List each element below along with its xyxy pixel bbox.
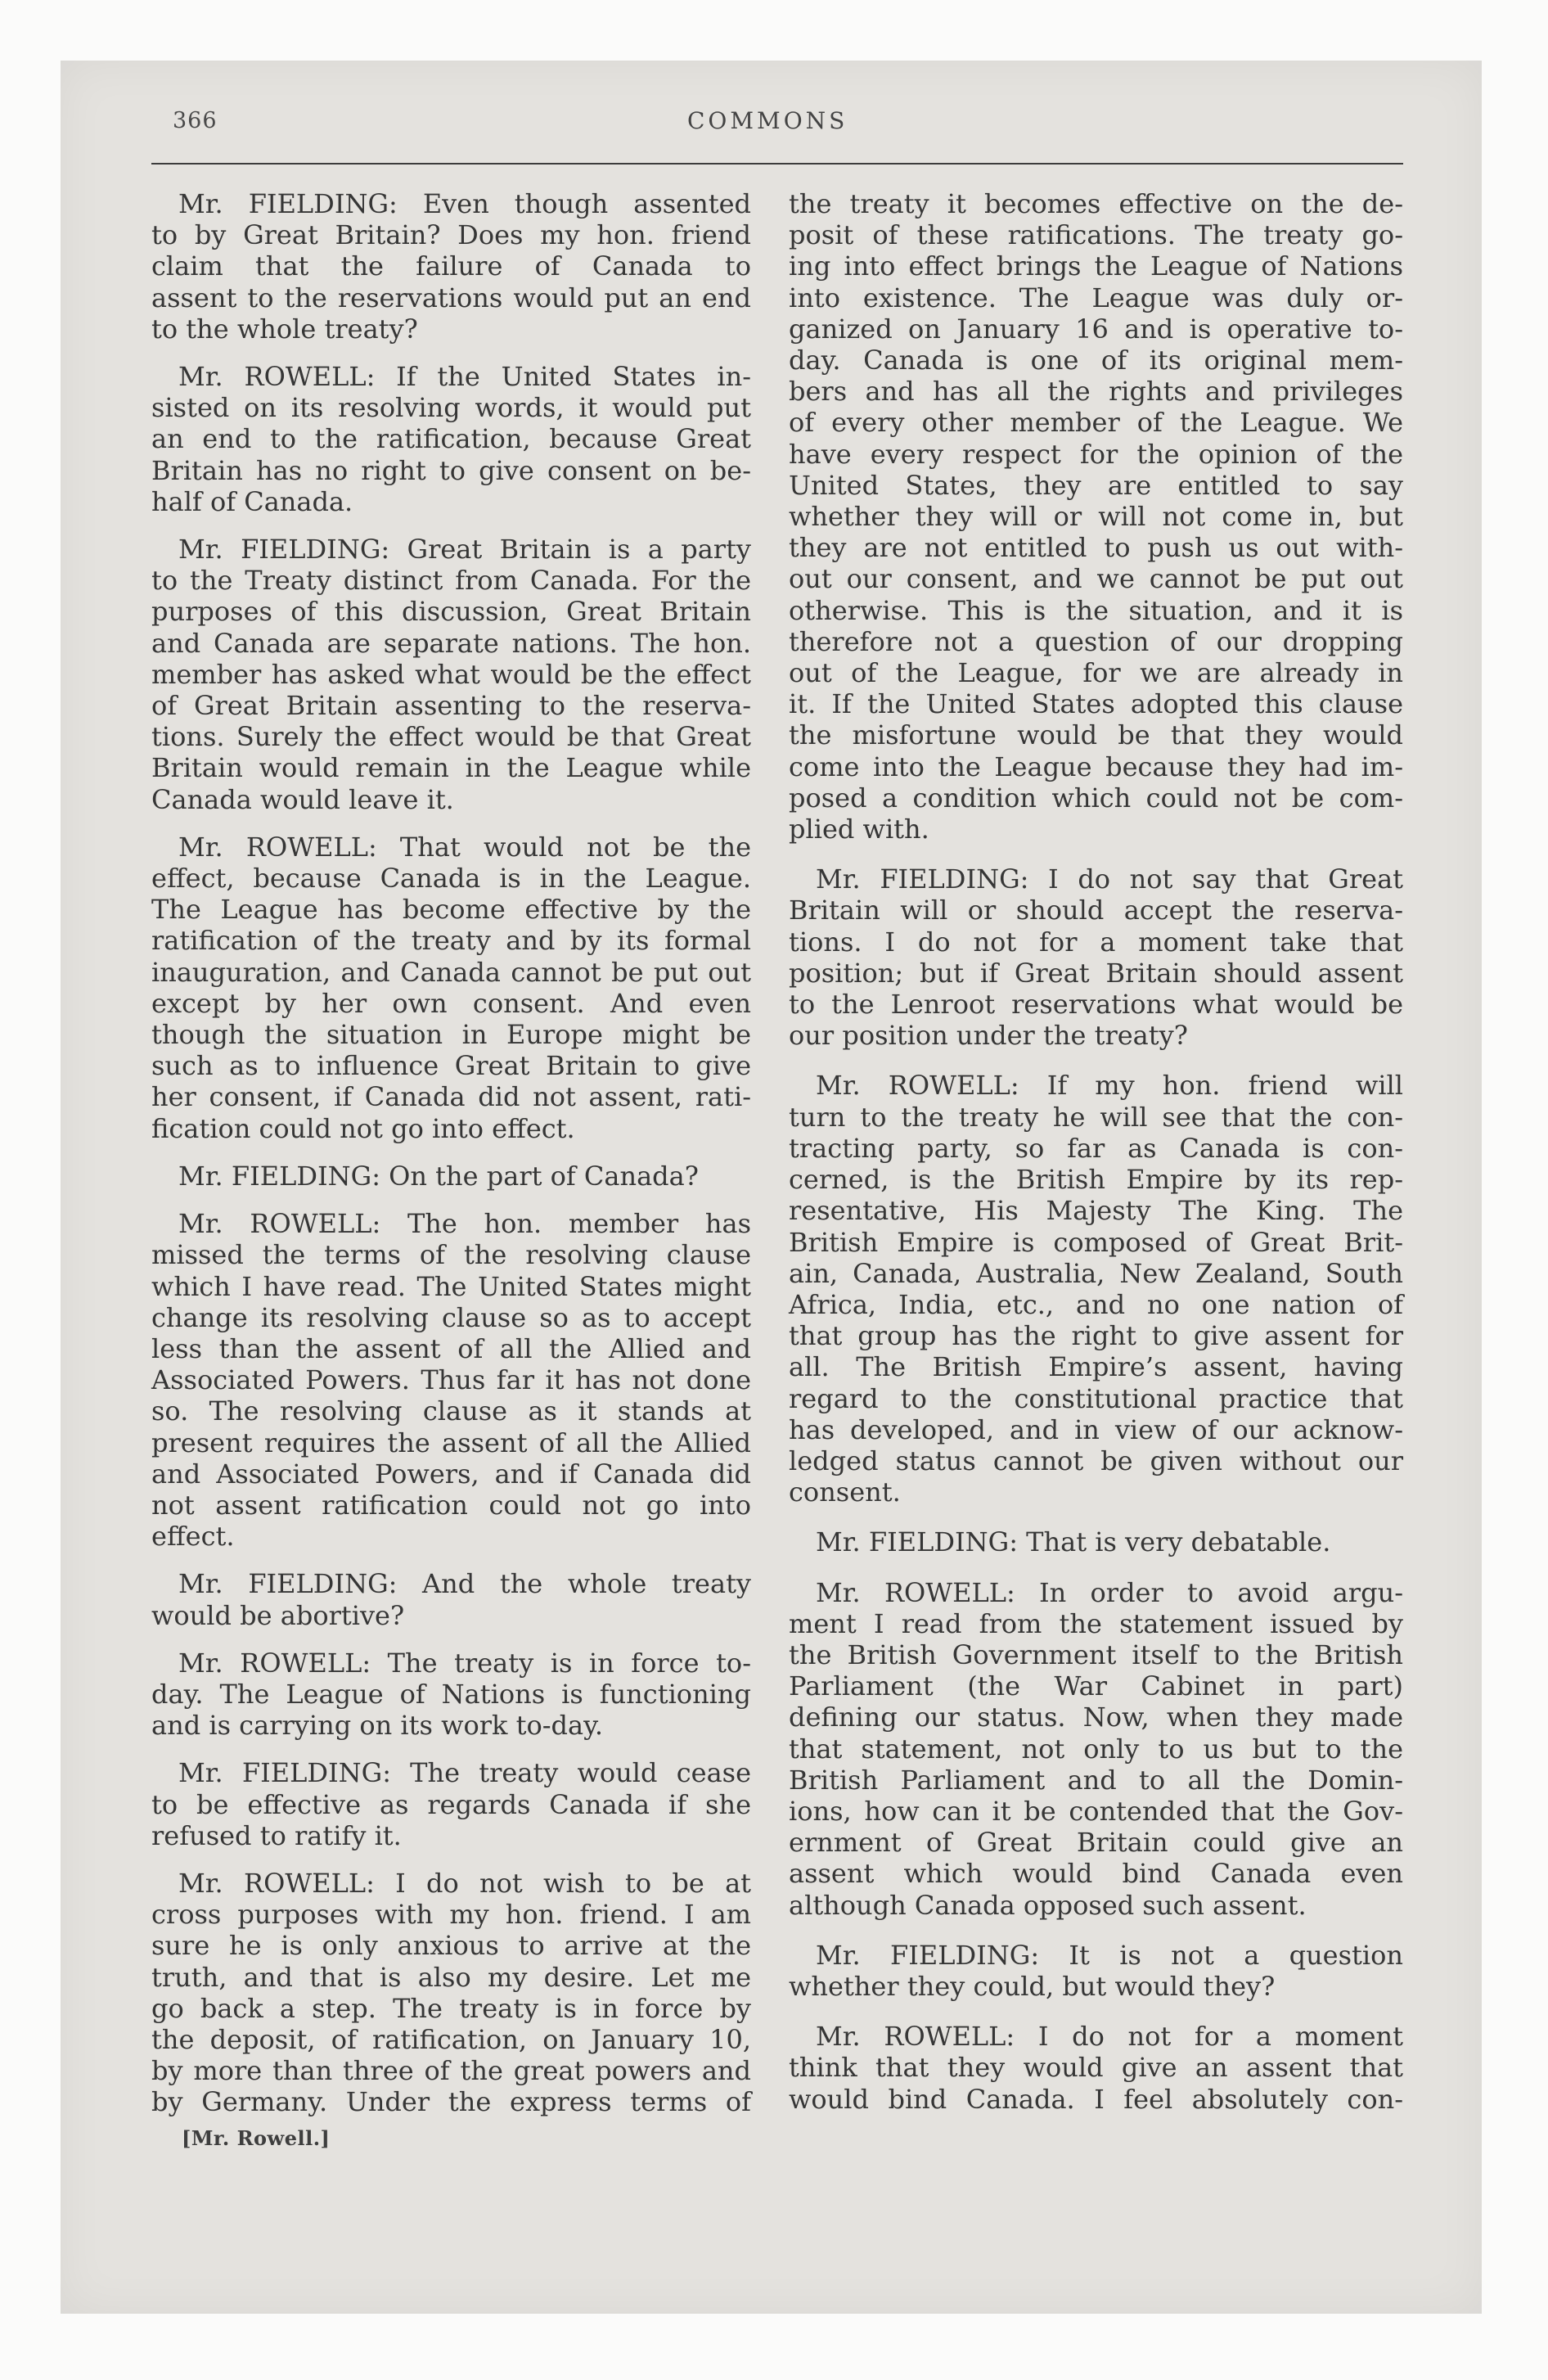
text-line: to by Great Britain? Does my hon. friend	[151, 219, 751, 251]
text-line: sisted on its resolving words, it would put	[151, 392, 751, 424]
text-line: Britain will or should accept the reserva-	[789, 895, 1403, 926]
text-line: Mr. ROWELL: I do not for a moment	[816, 2021, 1403, 2053]
text-line: and Canada are separate nations. The hon.	[151, 627, 751, 659]
text-line: Mr. ROWELL: That would not be the	[178, 831, 751, 863]
text-line: would bind Canada. I feel absolutely con-	[789, 2083, 1403, 2115]
text-line: United States, they are entitled to say	[789, 469, 1403, 501]
text-line: Mr. FIELDING: That is very debatable.	[816, 1526, 1331, 1558]
text-line: sure he is only anxious to arrive at the	[151, 1930, 751, 1962]
text-line: Mr. FIELDING: Even though assented	[178, 188, 751, 219]
paragraph	[151, 1161, 751, 1192]
text-line: it. If the United States adopted this clause	[789, 688, 1403, 720]
text-line: the treaty it becomes effective on the de-	[789, 188, 1403, 219]
text-line: member has asked what would be the effect	[151, 658, 751, 690]
text-line: out of the League, for we are already in	[789, 657, 1403, 689]
text-line: fication could not go into effect.	[151, 1112, 575, 1144]
text-line: effect, because Canada is in the League.	[151, 863, 751, 895]
text-line: to the Lenroot reservations what would be	[789, 989, 1403, 1021]
text-line: though the situation in Europe might be	[151, 1019, 751, 1051]
text-line: turn to the treaty he will see that the con-	[789, 1101, 1403, 1133]
text-line: posed a condition which could not be com-	[789, 782, 1403, 814]
text-line: Mr. ROWELL: The treaty is in force to-	[178, 1647, 751, 1679]
text-line: whether they will or will not come in, but	[789, 501, 1403, 533]
text-line: whether they could, but would they?	[789, 1970, 1276, 2002]
text-line: less than the assent of all the Allied and	[151, 1332, 751, 1364]
text-line: British Empire is composed of Great Brit-	[789, 1226, 1403, 1258]
text-line: the deposit, of ratification, on January 10,	[151, 2023, 751, 2055]
text-line: Parliament (the War Cabinet in part)	[789, 1670, 1403, 1702]
text-line: plied with.	[789, 814, 929, 845]
text-line: day. The League of Nations is functioning	[151, 1678, 751, 1710]
text-line: to the whole treaty?	[151, 313, 418, 345]
text-line: assent to the reservations would put an end	[151, 282, 751, 313]
text-line: The League has become effective by the	[151, 894, 751, 926]
text-line: Mr. FIELDING: I do not say that Great	[816, 863, 1403, 895]
text-line: Mr. FIELDING: The treaty would cease	[178, 1757, 751, 1789]
paragraph	[789, 1577, 1403, 1921]
text-line: defining our status. Now, when they made	[789, 1702, 1403, 1733]
text-line: purposes of this discussion, Great Britain	[151, 596, 751, 628]
text-line: claim that the failure of Canada to	[151, 250, 751, 282]
text-line: change its resolving clause so as to accept	[151, 1301, 751, 1333]
left-column	[151, 188, 751, 2118]
running-head-title: COMMONS	[687, 107, 848, 134]
text-line: to be effective as regards Canada if she	[151, 1788, 751, 1820]
text-line: Mr. ROWELL: If the United States in-	[178, 361, 751, 393]
text-line: so. The resolving clause as it stands at	[151, 1395, 751, 1427]
paragraph	[151, 1868, 751, 2118]
text-line: ions, how can it be contended that the Gov-	[789, 1795, 1403, 1827]
text-line: they are not entitled to push us out with-	[789, 532, 1403, 564]
text-line: would be abortive?	[151, 1599, 405, 1631]
text-line: resentative, His Majesty The King. The	[789, 1195, 1403, 1227]
text-line: British Parliament and to all the Domin-	[789, 1764, 1403, 1796]
text-line: ernment of Great Britain could give an	[789, 1827, 1403, 1859]
footer-note: [Mr. Rowell.]	[182, 2126, 331, 2150]
text-line: an end to the ratification, because Great	[151, 423, 751, 455]
text-line: Canada would leave it.	[151, 783, 454, 815]
text-line: out our consent, and we cannot be put out	[789, 563, 1403, 595]
text-line: although Canada opposed such assent.	[789, 1889, 1307, 1921]
paragraph	[151, 188, 751, 345]
text-line: which I have read. The United States might	[151, 1270, 751, 1302]
text-line: Mr. ROWELL: In order to avoid argu-	[816, 1576, 1403, 1608]
text-line: refused to ratify it.	[151, 1819, 402, 1851]
text-line: the British Government itself to the British	[789, 1639, 1403, 1670]
text-line: has developed, and in view of our acknow-	[789, 1413, 1403, 1445]
text-line: inauguration, and Canada cannot be put out	[151, 956, 751, 988]
text-line: Mr. FIELDING: On the part of Canada?	[178, 1160, 699, 1192]
text-line: regard to the constitutional practice that	[789, 1382, 1403, 1414]
header-rule	[151, 163, 1403, 165]
text-line: into existence. The League was duly or-	[789, 282, 1403, 313]
text-line: Mr. FIELDING: And the whole treaty	[178, 1568, 751, 1600]
text-line: truth, and that is also my desire. Let me	[151, 1961, 751, 1993]
text-line: by more than three of the great powers and	[151, 2055, 751, 2087]
paragraph	[789, 2021, 1403, 2115]
text-line: not assent ratification could not go into	[151, 1489, 751, 1521]
text-line: half of Canada.	[151, 485, 353, 517]
paragraph	[151, 1568, 751, 1630]
text-line: ledged status cannot be given without our	[789, 1445, 1403, 1476]
text-line: all. The British Empire’s assent, having	[789, 1351, 1403, 1383]
text-line: Mr. FIELDING: It is not a question	[816, 1939, 1403, 1971]
text-line: ain, Canada, Australia, New Zealand, South	[789, 1257, 1403, 1289]
text-line: have every respect for the opinion of the	[789, 438, 1403, 470]
text-line: Mr. ROWELL: If my hon. friend will	[816, 1070, 1403, 1102]
paragraph	[789, 863, 1403, 1051]
text-line: by Germany. Under the express terms of	[151, 2086, 751, 2118]
paragraph	[151, 361, 751, 517]
text-line: Africa, India, etc., and no one nation of	[789, 1288, 1403, 1320]
text-line: and Associated Powers, and if Canada did	[151, 1458, 751, 1490]
right-column	[789, 188, 1403, 2115]
text-line: posit of these ratifications. The treaty go-	[789, 219, 1403, 251]
paragraph	[789, 1070, 1403, 1508]
text-line: think that they would give an assent that	[789, 2052, 1403, 2084]
text-line: otherwise. This is the situation, and it is	[789, 594, 1403, 626]
text-line: position; but if Great Britain should assent	[789, 957, 1403, 989]
paragraph	[789, 188, 1403, 845]
text-line: Britain would remain in the League while	[151, 752, 751, 784]
text-line: Mr. FIELDING: Great Britain is a party	[178, 534, 751, 566]
text-line: the misfortune would be that they would	[789, 719, 1403, 751]
text-line: our position under the treaty?	[789, 1020, 1188, 1052]
text-line: such as to influence Great Britain to give	[151, 1050, 751, 1082]
text-line: Mr. ROWELL: The hon. member has	[178, 1208, 751, 1240]
text-line: come into the League because they had im-	[789, 751, 1403, 782]
text-line: consent.	[789, 1476, 901, 1508]
text-line: present requires the assent of all the Allied	[151, 1427, 751, 1458]
text-line: tracting party, so far as Canada is con-	[789, 1132, 1403, 1164]
text-line: cross purposes with my hon. friend. I am	[151, 1899, 751, 1931]
paragraph	[151, 1757, 751, 1851]
paragraph	[789, 1526, 1403, 1557]
paragraph	[151, 1648, 751, 1742]
text-line: Associated Powers. Thus far it has not done	[151, 1364, 751, 1396]
text-line: cerned, is the British Empire by its rep-	[789, 1164, 1403, 1196]
text-line: go back a step. The treaty is in force by	[151, 1992, 751, 2024]
text-line: ing into effect brings the League of Nations	[789, 250, 1403, 282]
text-line: of every other member of the League. We	[789, 407, 1403, 439]
text-line: day. Canada is one of its original mem-	[789, 345, 1403, 376]
text-line: Britain has no right to give consent on be-	[151, 454, 751, 486]
text-line: except by her own consent. And even	[151, 987, 751, 1019]
text-line: that group has the right to give assent for	[789, 1320, 1403, 1352]
text-line: Mr. ROWELL: I do not wish to be at	[178, 1867, 751, 1899]
text-line: ment I read from the statement issued by	[789, 1607, 1403, 1639]
text-line: that statement, not only to us but to the	[789, 1733, 1403, 1765]
text-line: therefore not a question of our dropping	[789, 625, 1403, 657]
text-line: her consent, if Canada did not assent, rati-	[151, 1081, 751, 1113]
text-line: to the Treaty distinct from Canada. For the	[151, 565, 751, 597]
text-line: and is carrying on its work to-day.	[151, 1710, 604, 1742]
text-line: effect.	[151, 1521, 235, 1553]
text-line: tions. Surely the effect would be that Great	[151, 721, 751, 753]
text-line: bers and has all the rights and privileges	[789, 376, 1403, 408]
text-line: ratification of the treaty and by its formal	[151, 925, 751, 957]
paragraph	[151, 832, 751, 1144]
text-line: missed the terms of the resolving clause	[151, 1239, 751, 1271]
text-line: tions. I do not for a moment take that	[789, 926, 1403, 958]
text-line: ganized on January 16 and is operative to-	[789, 313, 1403, 345]
page-number: 366	[173, 108, 218, 133]
text-line: assent which would bind Canada even	[789, 1858, 1403, 1890]
text-line: of Great Britain assenting to the reserva-	[151, 690, 751, 722]
paragraph	[151, 534, 751, 815]
paragraph	[789, 1940, 1403, 2002]
paragraph	[151, 1208, 751, 1552]
